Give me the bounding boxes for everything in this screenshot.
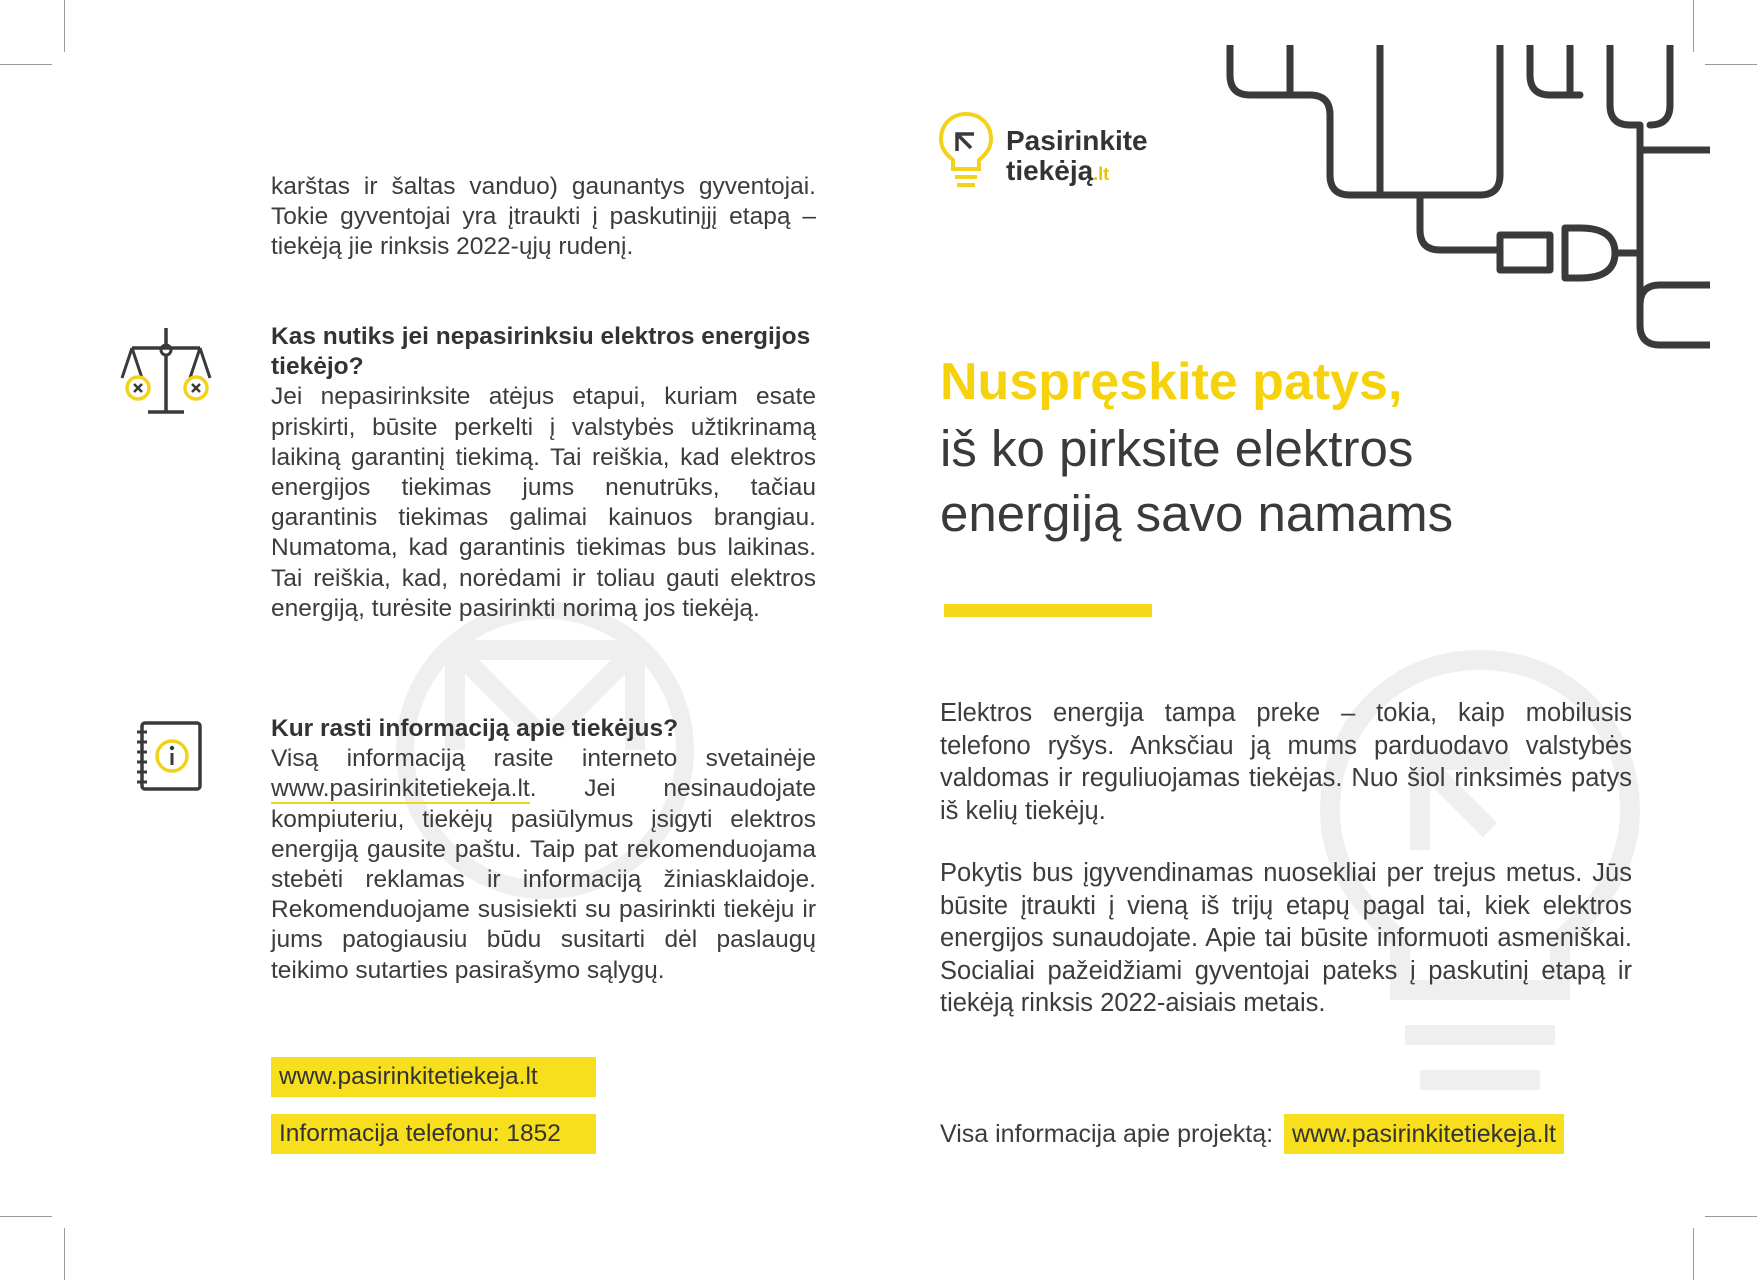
wires-plug-icon <box>1220 45 1710 365</box>
crop-mark <box>1705 64 1757 65</box>
section-info-body-start: Visą informaciją rasite interneto svetainėje <box>271 745 816 773</box>
headline-line-2: iš ko pirksite elektros <box>940 420 1414 477</box>
section-info <box>271 714 816 986</box>
project-website-badge[interactable]: www.pasirinkitetiekeja.lt <box>1284 1114 1564 1154</box>
section-scales-heading: Kas nutiks jei nepasirinksiu elektros energijos tiekėjo? <box>271 323 811 381</box>
crop-mark <box>64 0 65 52</box>
info-notebook-icon <box>134 720 204 792</box>
section-scales-body: Jei nepasirinksite atėjus etapui, kuriam esate priskirti, būsite perkelti į valstybės užtikrinamą laikiną garantinį tiekimą. Tai reiškia, kad elektros energijos tiekimas jums nenutrūks, tačiau garantinis tiekimas galimai kainuos brangiau. Numatoma, kad garantinis tiekimas bus laikinas. Tai reiškia, kad, norėdami ir toliau gauti elektros energiją, turėsite pasirinkti norimą jos tiekėją. <box>271 383 816 622</box>
lightbulb-arrows-icon <box>937 111 995 189</box>
stages-paragraph: Pokytis bus įgyvendinamas nuosekliai per trejus metus. Jūs būsite įtraukti į vieną iš trijų etapų pagal tai, kiek elektros energijos sunaudojate. Apie tai būsite informuoti asmeniškai. Socialiai pažeidžiami gyventojai pateks į paskutinį etapą ir tiekėją rinksis 2022-aisiais metais. <box>940 859 1632 1017</box>
brand-logo-text <box>1006 126 1148 189</box>
intro-paragraph: karštas ir šaltas vanduo) gaunantys gyventojai. Tokie gyventojai yra įtraukti į paskutinįjį etapą – tiekėją jie rinksis 2022-ųjų rudenį. <box>271 173 816 261</box>
website-badge[interactable]: www.pasirinkitetiekeja.lt <box>271 1057 596 1097</box>
scales-icon <box>118 326 214 418</box>
intro-right-paragraph: Elektros energija tampa preke – tokia, kaip mobilusis telefono ryšys. Anksčiau ją mums parduodavo valstybės valdomas ir reguliuojamas tiekėjas. Nuo šiol rinksimės patys iš kelių tiekėjų. <box>940 699 1632 825</box>
crop-mark <box>1705 1216 1757 1217</box>
brand-domain-suffix: .lt <box>1093 164 1110 184</box>
crop-mark <box>0 64 52 65</box>
project-info-line <box>940 1114 1564 1154</box>
headline-highlight: Nuspręskite patys, <box>940 353 1403 411</box>
crop-mark <box>1693 1228 1694 1280</box>
section-info-body-end: . Jei nesinaudojate kompiuteriu, tiekėjų pasiūlymus įsigyti elektros energiją gausite paštu. Taip pat rekomenduojama stebėti reklamas ir informaciją žiniasklaidoje. Rekomenduojame susisiekti su pasirinkti tiekėju ir jums patogiausiu būdu susitarti dėl paslaugų teikimo sutarties pasirašymo sąlygų. <box>271 775 816 984</box>
headline-line-3: energiją savo namams <box>940 485 1454 542</box>
yellow-divider <box>944 604 1152 617</box>
section-scales <box>271 322 816 624</box>
website-link[interactable]: www.pasirinkitetiekeja.lt <box>271 775 530 803</box>
project-info-label: Visa informacija apie projektą: <box>940 1120 1274 1148</box>
brand-name-line1: Pasirinkite <box>1006 125 1148 156</box>
crop-mark <box>0 1216 52 1217</box>
crop-mark <box>64 1228 65 1280</box>
section-info-heading: Kur rasti informaciją apie tiekėjus? <box>271 715 679 742</box>
phone-badge: Informacija telefonu: 1852 <box>271 1114 596 1154</box>
brand-name-line2: tiekėją <box>1006 155 1094 186</box>
